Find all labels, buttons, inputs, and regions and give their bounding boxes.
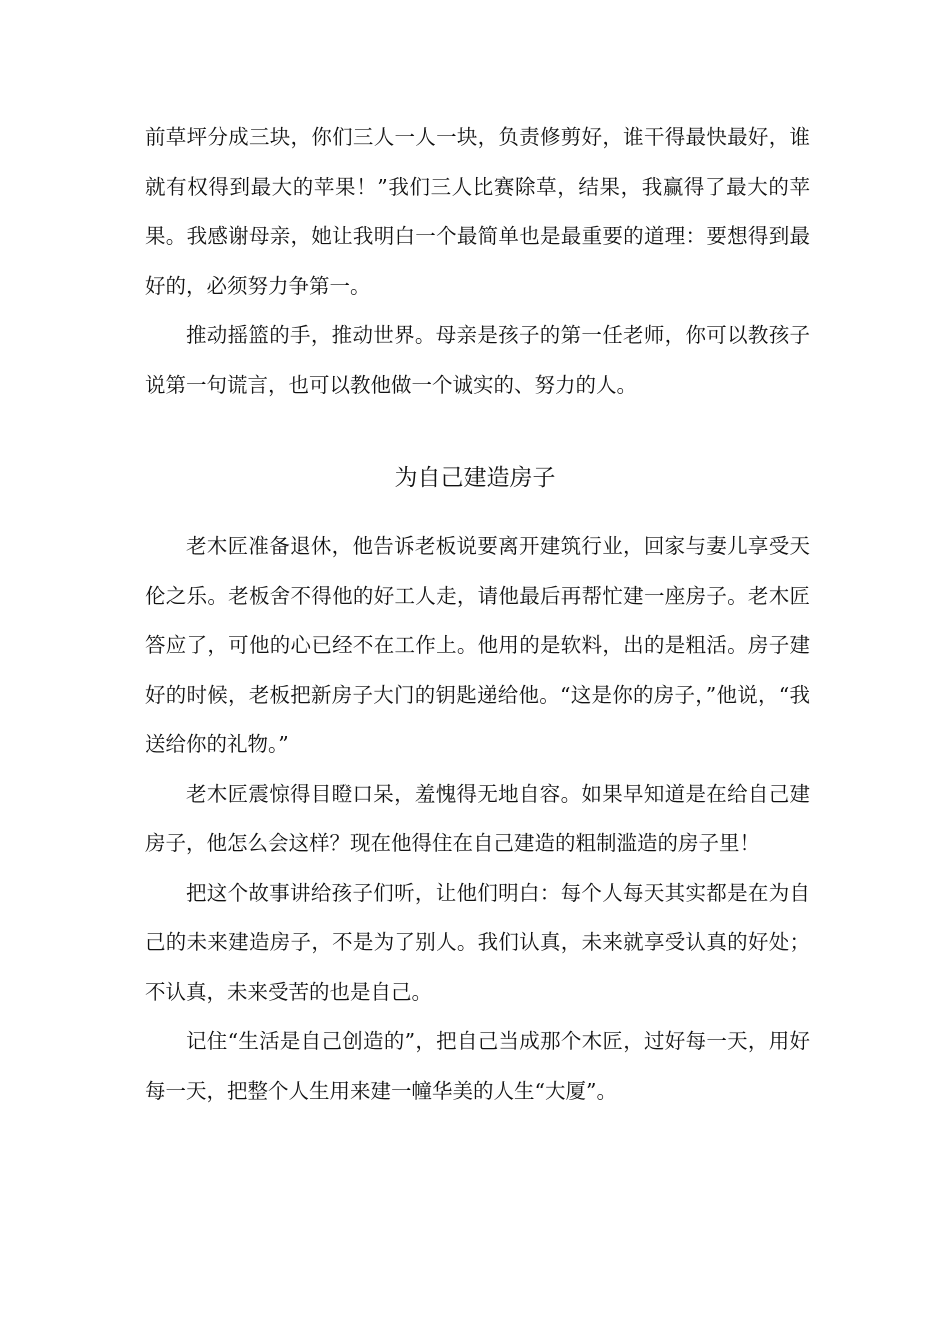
continued-section [145,113,810,410]
paragraph-continued-1: 前草坪分成三块，你们三人一人一块，负责修剪好，谁干得最快最好，谁就有权得到最大的苹果！”我们三人比赛除草，结果，我赢得了最大的苹果。我感谢母亲，她让我明白一个最简单也是最重要的道理：要想得到最好的，必须努力争第一。 [145,125,810,298]
story-paragraph-2: 老木匠震惊得目瞪口呆，羞愧得无地自容。如果早知道是在给自己建房子，他怎么会这样？现在他得住在自己建造的粗制滥造的房子里！ [145,781,810,855]
story-paragraph-4: 记住“生活是自己创造的”，把自己当成那个木匠，过好每一天，用好每一天，把整个人生用来建一幢华美的人生“大厦”。 [145,1029,810,1103]
story-body [145,522,810,1116]
story-paragraph-1: 老木匠准备退休，他告诉老板说要离开建筑行业，回家与妻儿享受天伦之乐。老板舍不得他的好工人走，请他最后再帮忙建一座房子。老木匠答应了，可他的心已经不在工作上。他用的是软料，出的是粗活。房子建好的时候，老板把新房子大门的钥匙递给他。“这是你的房子，”他说，“我送给你的礼物。” [145,534,810,756]
paragraph-continued-2: 推动摇篮的手，推动世界。母亲是孩子的第一任老师，你可以教孩子说第一句谎言，也可以教他做一个诚实的、努力的人。 [145,323,810,397]
story-title: 为自己建造房子 [394,465,556,491]
story-paragraph-3: 把这个故事讲给孩子们听，让他们明白：每个人每天其实都是在为自己的未来建造房子，不是为了别人。我们认真，未来就享受认真的好处；不认真，未来受苦的也是自己。 [145,880,810,1004]
